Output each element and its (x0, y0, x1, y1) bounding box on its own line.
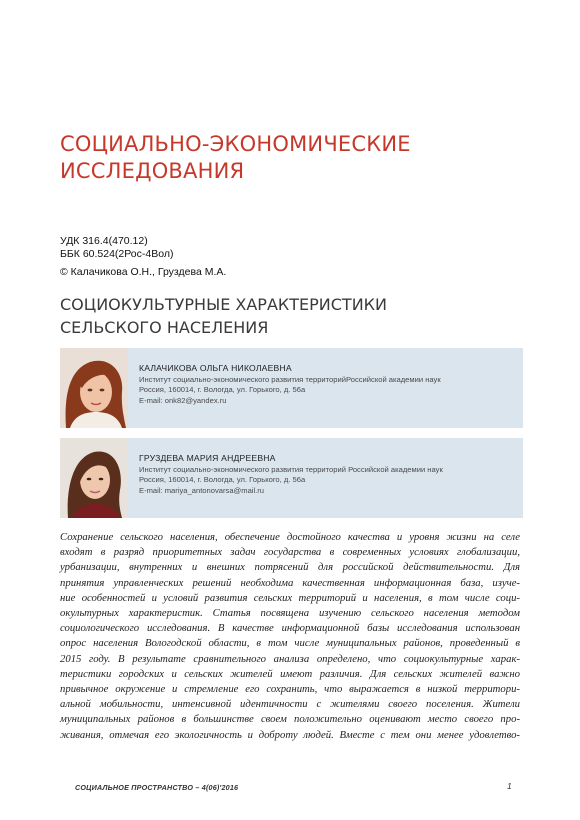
abstract (60, 530, 520, 743)
section-title (60, 131, 460, 185)
article-title-line: СЕЛЬСКОГО НАСЕЛЕНИЯ (60, 318, 269, 337)
abstract-line: альной мобильности, интенсивной идентичности с жителями своего поселения. Жители (60, 698, 520, 711)
abstract-line: окультурных характеристик. Статья посвящена изучению сельского населения методом (60, 607, 520, 620)
author-photo (60, 348, 128, 428)
article-title (60, 293, 520, 339)
abstract-line: привычное окружение и стремление его сохранить, что выражается в низкой территори- (60, 683, 520, 696)
author-email: E-mail: onk82@yandex.ru (139, 395, 227, 405)
author-name: ГРУЗДЕВА МАРИЯ АНДРЕЕВНА (139, 453, 276, 463)
bbk-code: ББК 60.524(2Рос-4Вол) (60, 248, 174, 260)
abstract-line: 2015 году. В результате сравнительного анализа определено, что социокультурные харак- (60, 652, 520, 665)
author-photo-image (60, 438, 128, 518)
udk-code: УДК 316.4(470.12) (60, 235, 148, 247)
author-card (60, 348, 523, 428)
author-address: Россия, 160014, г. Вологда, ул. Горького, д. 56а (139, 385, 306, 395)
abstract-line: опрос населения Вологодской области, в том числе муниципальных районов, проведенный в (60, 637, 520, 650)
footer-journal: СОЦИАЛЬНОЕ ПРОСТРАНСТВО – 4(06)'2016 (75, 783, 239, 792)
abstract-line: Сохранение сельского населения, обеспечение достойного качества и уровня жизни на селе (60, 531, 520, 543)
classification-codes (60, 235, 173, 261)
author-info (139, 453, 519, 496)
author-affiliation: Институт социально-экономического развития территорий Российской академии наук (139, 465, 443, 475)
abstract-line: теристики городских и сельских жителей имеют различия. Для сельских жителей важно (60, 667, 520, 680)
author-info (139, 363, 519, 406)
copyright: © Калачикова О.Н., Груздева М.А. (60, 266, 227, 278)
abstract-line: живания, отмечая его экологичность и доброту людей. Вместе с тем они менее удовлетво- (60, 728, 520, 741)
author-affiliation: Институт социально-экономического развития территорийРоссийской академии наук (139, 375, 441, 385)
abstract-line: муниципальных районов в большинстве своем положительно оценивают место своего про- (60, 713, 520, 726)
article-title-line: СОЦИОКУЛЬТУРНЫЕ ХАРАКТЕРИСТИКИ (60, 295, 387, 314)
abstract-line: принятия управленческих решений необходима качественная информационная база, изуче- (60, 576, 520, 589)
abstract-line: входят в разряд приоритетных задач государства в современных условиях глобализации, (60, 546, 520, 559)
abstract-line: урбанизации, внутренних и внешних потрясений для российской действительности. Для (60, 561, 520, 574)
author-email: E-mail: mariya_antonovarsa@mail.ru (139, 485, 265, 495)
page-number: 1 (507, 781, 512, 791)
author-card (60, 438, 523, 518)
abstract-line: социологического исследования. В качестве информационной базы исследования использован (60, 622, 520, 635)
author-photo (60, 438, 128, 518)
author-address: Россия, 160014, г. Вологда, ул. Горького, д. 56а (139, 475, 306, 485)
section-title-line: СОЦИАЛЬНО-ЭКОНОМИЧЕСКИЕ (60, 132, 411, 156)
section-title-line: ИССЛЕДОВАНИЯ (60, 159, 245, 183)
abstract-line: ние особенностей и условий развития сельских территорий и населения, в том числе соци- (60, 591, 520, 604)
author-name: КАЛАЧИКОВА ОЛЬГА НИКОЛАЕВНА (139, 363, 292, 373)
author-photo-image (60, 348, 128, 428)
